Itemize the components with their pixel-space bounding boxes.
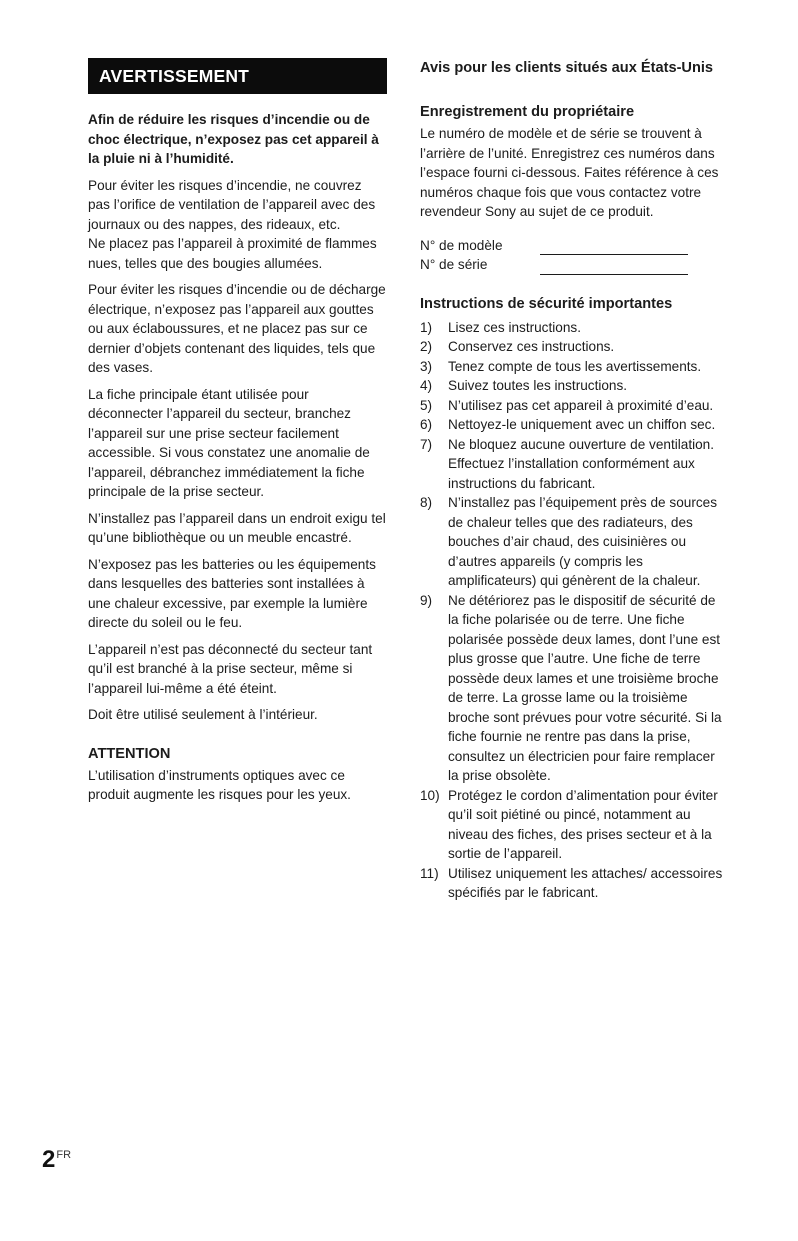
paragraph-not-disconnected: L’appareil n’est pas déconnecté du secteur tant qu’il est branché à la prise secteur, même si l’appareil lui-même a été éteint. <box>88 641 373 696</box>
item-number: 4) <box>420 378 433 393</box>
serial-number-row <box>420 255 726 275</box>
item-number: 1) <box>420 319 433 335</box>
right-column <box>420 58 726 903</box>
item-text: Suivez toutes les instructions. <box>448 378 628 393</box>
attention-heading: ATTENTION <box>88 745 171 762</box>
serial-number-blank <box>540 259 688 275</box>
paragraph-enclosed-space: N’installez pas l’appareil dans un endroit exigu tel qu’une bibliothèque ou un meuble encastré. <box>88 510 386 545</box>
list-item <box>420 435 726 494</box>
item-number: 9) <box>420 592 433 608</box>
item-text: Nettoyez-le uniquement avec un chiffon sec. <box>448 417 716 432</box>
item-text: Ne détériorez pas le dispositif de sécurité de la fiche polarisée ou de terre. Une fiche polarisée possède deux lames, dont l’une est plus grosse que l’autre. Une fiche de terre possède deux lames et une troisième broche de terre. La grosse lame ou la troisième broche sont prévues pour votre sécurité. Si la fiche fournie ne rentre pas dans la prise, consultez un électricien pour faire remplacer la prise obsolète. <box>448 592 722 783</box>
list-item <box>420 396 726 416</box>
list-item <box>420 337 726 357</box>
model-number-blank <box>540 239 688 255</box>
model-number-row <box>420 236 726 256</box>
item-text: N’installez pas l’équipement près de sources de chaleur telles que des radiateurs, des bouches d’air chaud, des cuisinières ou d’autres appareils (y compris les amplificateurs) qui génèrent de la chaleur. <box>448 495 717 588</box>
list-item <box>420 357 726 377</box>
item-text: Utilisez uniquement les attaches/ accessoires spécifiés par le fabricant. <box>448 865 723 900</box>
list-item <box>420 786 726 864</box>
left-column <box>88 58 387 903</box>
item-number: 7) <box>420 436 433 452</box>
item-text: Lisez ces instructions. <box>448 319 581 335</box>
item-text: Conservez ces instructions. <box>448 339 615 354</box>
paragraph-liquids: Pour éviter les risques d’incendie ou de décharge électrique, n’exposez pas l’appareil aux gouttes ou aux éclaboussures, et ne placez pas sur ce dernier d’objets contenant des liquides, tels que des vases. <box>88 282 386 375</box>
list-item <box>420 591 726 786</box>
list-item <box>420 493 726 591</box>
item-number: 2) <box>420 339 433 354</box>
item-number: 6) <box>420 417 433 432</box>
paragraph-open-flames: Ne placez pas l’appareil à proximité de flammes nues, telles que des bougies allumées. <box>88 236 377 271</box>
warning-banner-label: AVERTISSEMENT <box>99 66 250 86</box>
warning-banner <box>88 58 387 94</box>
list-item <box>420 376 726 396</box>
paragraph-batteries-heat: N’exposez pas les batteries ou les équipements dans lesquelles des batteries sont installées à une chaleur excessive, par exemple la lumière directe du soleil ou le feu. <box>88 556 376 630</box>
warning-lead-paragraph: Afin de réduire les risques d’incendie ou de choc électrique, n’exposez pas cet appareil à la pluie ni à l’humidité. <box>88 112 379 166</box>
item-text: Tenez compte de tous les avertissements. <box>448 358 702 374</box>
list-item <box>420 864 726 903</box>
item-text: N’utilisez pas cet appareil à proximité d’eau. <box>448 397 714 413</box>
item-text: Protégez le cordon d’alimentation pour éviter qu’il soit piétiné ou pincé, notamment au niveau des fiches, des prises secteur et à la sortie de l’appareil. <box>448 787 718 861</box>
model-number-label: N° de modèle <box>420 237 503 253</box>
owner-record-heading: Enregistrement du propriétaire <box>420 104 635 120</box>
safety-instructions-list <box>420 318 726 903</box>
attention-text: L’utilisation d’instruments optiques avec ce produit augmente les risques pour les yeux. <box>88 767 351 802</box>
item-number: 10) <box>420 787 440 803</box>
item-number: 5) <box>420 397 433 413</box>
list-item <box>420 415 726 435</box>
us-notice-heading: Avis pour les clients situés aux États-Unis <box>420 60 714 76</box>
list-item <box>420 318 726 338</box>
page-number <box>42 1146 71 1174</box>
number-record-rows <box>420 236 726 275</box>
owner-record-text: Le numéro de modèle et de série se trouvent à l’arrière de l’unité. Enregistrez ces numéros dans l’espace fourni ci-dessous. Faites référence à ces numéros chaque fois que vous contactez votre revendeur Sony au sujet de ce produit. <box>420 126 719 219</box>
paragraph-indoor-use: Doit être utilisé seulement à l’intérieur. <box>88 707 318 722</box>
paragraph-fire-ventilation: Pour éviter les risques d’incendie, ne couvrez pas l’orifice de ventilation de l’appareil avec des journaux ou des nappes, des rideaux, etc. <box>88 177 376 232</box>
item-number: 3) <box>420 358 433 374</box>
page-language-superscript: FR <box>56 1149 72 1161</box>
page-number-value: 2 <box>42 1146 56 1173</box>
safety-instructions-heading: Instructions de sécurité importantes <box>420 295 673 312</box>
item-number: 8) <box>420 495 433 510</box>
item-text: Ne bloquez aucune ouverture de ventilation. Effectuez l’installation conformément aux instructions du fabricant. <box>448 436 715 491</box>
item-number: 11) <box>420 865 439 881</box>
paragraph-mains-plug: La fiche principale étant utilisée pour déconnecter l’appareil du secteur, branchez l’appareil sur une prise secteur facilement accessible. Si vous constatez une anomalie de l’appareil, débranchez immédiatement la fiche principale de la prise secteur. <box>88 386 370 499</box>
serial-number-label: N° de série <box>420 257 488 272</box>
